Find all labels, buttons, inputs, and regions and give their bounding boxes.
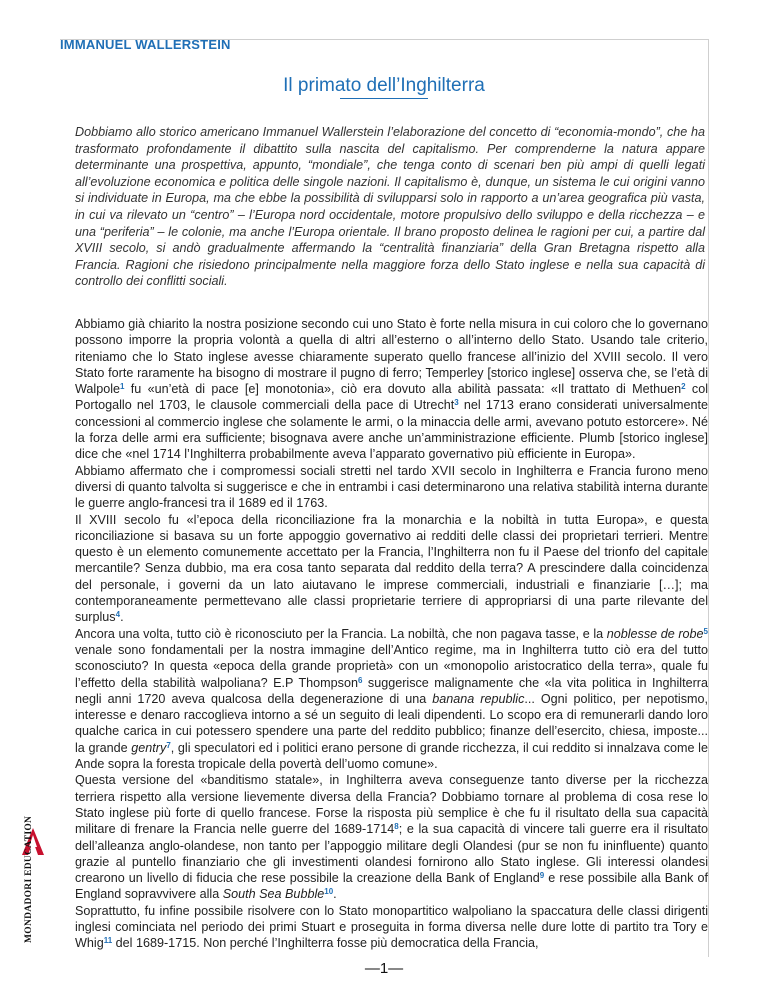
body-paragraph-4: Ancora una volta, tutto ciò è riconosciuto per la Francia. La nobiltà, che non pagava tasse, e la noblesse de robe$^5$ venale sono fondamentali per la nostra immagine dell’Antico regime, ma in Inghilterra tutto ciò era del tutto sconosciuto? In questa «epoca della grande proprietà» con un «monopolio aristocratico della terra», quale fu l’effetto della stabilità walpoliana? E.P Thompson$^6$ suggerisce malignamente che «la vita politica in Inghilterra negli anni 1720 aveva qualcosa della degenerazione di una banana republic... Ogni politico, per nepotismo, interesse e denaro raccoglieva intorno a sé un seguito di leali dipendenti. Lo scopo era di remunerarli dando loro qualche carica in cui potessero spendere una parte del reddito pubblico; finanze dell’esercito, chiesa, imposte... la grande gentry$^7$, gli speculatori ed i politici erano persone di grande ricchezza, il cui reddito si innalzava come le Ande sopra la foresta tropicale della povertà dell’uomo comune». xyxy=(75,626,708,772)
footnote-ref[interactable]: 3 xyxy=(454,398,459,408)
right-margin-rule xyxy=(708,39,709,957)
body-paragraph-6: Soprattutto, fu infine possibile risolvere con lo Stato monopartitico walpoliano la spaccatura delle classi dirigenti inglesi cominciata nel periodo dei primi Stuart e proseguita in forma diversa nelle dure lotte di partito tra Tory e Whig$^{11}$ del 1689-1715. Non perché l’Inghilterra fosse più democratica della Francia, xyxy=(75,903,708,951)
page-title: Il primato dell’Inghilterra xyxy=(283,75,485,96)
footnote-ref[interactable]: 1 xyxy=(120,382,125,392)
footnote-ref[interactable]: 9 xyxy=(539,871,545,881)
body-paragraph-2: Abbiamo affermato che i compromessi sociali stretti nel tardo XVII secolo in Inghilterra e Francia furono meno diversi di quanto talvolta si suggerisce e che in entrambi i casi determinarono una relativa stabilità interna durante le guerre anglo-francesi tra il 1689 ed il 1763. xyxy=(75,463,708,511)
article-body xyxy=(75,316,708,952)
footnote-ref[interactable]: 11 xyxy=(103,936,113,946)
page-number: —1— xyxy=(364,960,404,977)
footnote-ref[interactable]: 7 xyxy=(166,740,171,750)
body-paragraph-5: Questa versione del «banditismo statale», in Inghilterra aveva conseguenze tanto diverse per la ricchezza terriera rispetto alla versione lievemente diversa della Francia? Dobbiamo tornare al problema di cosa rese lo Stato inglese più forte di quello francese. Forse la risposta più semplice è che fu il risultato della sua capacità militare di frenare la Francia nelle guerre del 1689-1714$^8$; e la sua capacità di vincere tali guerre era il risultato dell’alleanza anglo-olandese, non tanto per l’appoggio militare degli Olandesi (pur se non fu ininfluente) quanto grazie al puntello finanziario che gli investimenti olandesi fornirono allo Stato inglese. Gli interessi olandesi crearono un livello di fiducia che rese possibile la creazione della Bank of England$^9$ e rese possibile alla Bank of England sopravvivere alla South Sea Bubble$^{10}$. xyxy=(75,773,708,902)
publisher-name: MONDADORI EDUCATION xyxy=(24,815,34,943)
footnote-ref[interactable]: 6 xyxy=(357,675,363,685)
title-underline xyxy=(340,98,428,99)
footnote-ref[interactable]: 2 xyxy=(681,382,686,392)
body-paragraph-3: Il XVIII secolo fu «l’epoca della riconciliazione fra la monarchia e la nobiltà in tutta Europa», e questa riconciliazione si basava su un forte appoggio governativo ai redditi delle classi dei proprietari terrieri. Mentre questo è un elemento comunemente accettato per la Francia, l’Inghilterra non fu il Paese del trionfo del capitale mercantile? Senza dubbio, ma era cosa tanto separata dal reddito della terra? A prescindere dalla coincidenza del personale, i governi da un lato aiutavano le imprese commerciali, industriali e finanziarie […]; ma contemporaneamente permettevano alle classi proprietarie terriere di appropriarsi di una parte rilevante del surplus$^4$. xyxy=(75,512,708,625)
intro-paragraph: Dobbiamo allo storico americano Immanuel Wallerstein l’elaborazione del concetto di “economia-mondo”, che ha trasformato profondamente il dibattito sulla nascita del capitalismo. Per comprenderne la natura appare determinante una prospettiva, appunto, “mondiale”, che tenga conto di scenari ben più ampi di quelli legati all’evoluzione economica e politica delle singole nazioni. Il capitalismo è, dunque, un sistema le cui origini vanno si individuate in Europa, ma che ebbe la possibilità di svilupparsi solo in rapporto a un’area geografica più vasta, in cui va rilevato un “centro” – l’Europa nord occidentale, motore propulsivo dello sviluppo e della ricchezza – e una “periferia” – le colonie, ma anche l’Europa orientale. Il brano proposto delinea le ragioni per cui, a partire dal XVIII secolo, si andò gradualmente affermando la “centralità finanziaria” della Gran Bretagna rispetto alla Francia. Ragioni che risiedono principalmente nella maggiore forza dello Stato inglese e nella sua capacità di controllo dei conflitti sociali. xyxy=(75,125,705,289)
footnote-ref[interactable]: 10 xyxy=(324,887,334,897)
body-paragraph-1: Abbiamo già chiarito la nostra posizione secondo cui uno Stato è forte nella misura in cui coloro che lo governano possono imporre la propria volontà a quella di altri all’esterno o all’interno dello Stato. Usando tale criterio, riteniamo che lo Stato inglese avesse chiaramente superato quello francese all’inizio del XVIII secolo. Il vero Stato forte raramente ha bisogno di mostrare il pugno di ferro; Temperley [storico inglese] osserva che, se l’età di Walpole$^1$ fu «un’età di pace [e] monotonia», ciò era dovuto alla abilità passata: «Il trattato di Methuen$^2$ col Portogallo nel 1703, le clausole commerciali della pace di Utrecht$^3$ nel 1713 erano considerati universalmente concessioni al commercio inglese che solamente le armi, o la minaccia delle armi, avevano potuto estorcere». Né la forza delle armi era sufficiente; bisognava avere anche un’amministrazione efficiente. Plumb [storico inglese] dice che «nel 1714 l’Inghilterra probabilmente aveva l’apparato governativo più efficiente in Europa». xyxy=(75,317,708,462)
footnote-ref[interactable]: 4 xyxy=(115,610,121,620)
author-name: IMMANUEL WALLERSTEIN xyxy=(60,37,231,52)
footnote-ref[interactable]: 5 xyxy=(703,626,708,636)
footnote-ref[interactable]: 8 xyxy=(394,822,399,832)
